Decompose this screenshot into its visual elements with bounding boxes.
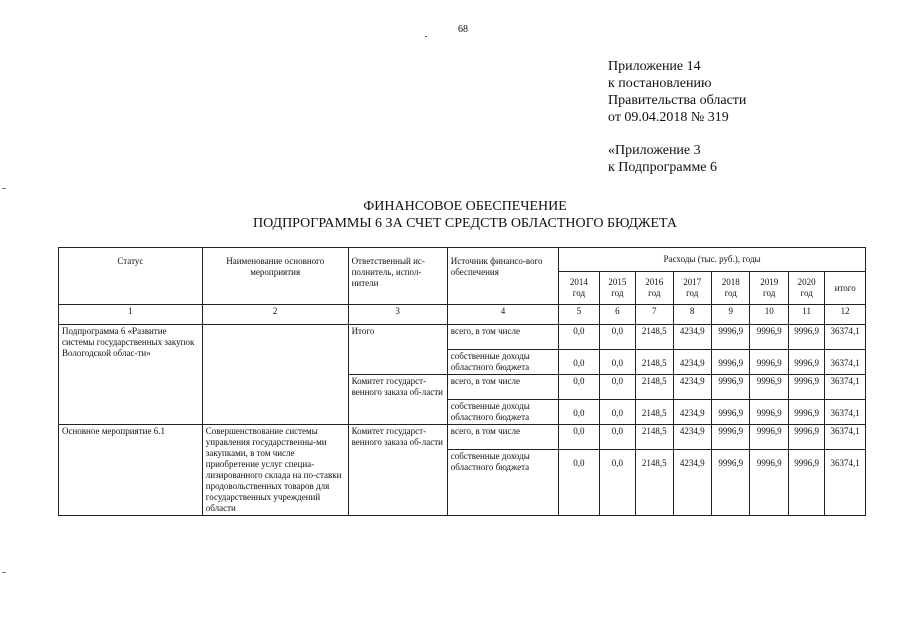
column-number: 12 [825,305,866,325]
year-number: 2017 [683,277,702,287]
scan-speck [425,36,427,37]
column-number: 10 [750,305,788,325]
column-number: 7 [636,305,673,325]
source-cell: всего, в том числе [447,325,558,350]
value-cell: 0,0 [559,375,599,400]
year-unit: год [763,288,776,298]
source-cell: собственные доходы областного бюджета [447,350,558,375]
year-number: 2014 [569,277,588,287]
value-cell: 9996,9 [788,400,824,425]
header-row [59,248,866,272]
value-cell: 0,0 [599,325,635,350]
value-cell: 0,0 [599,425,635,450]
header-year [673,272,711,305]
header-year [711,272,749,305]
column-number: 1 [59,305,203,325]
appendix-line: к постановлению [608,76,712,91]
value-cell: 2148,5 [636,375,673,400]
value-cell: 2148,5 [636,325,673,350]
value-cell: 0,0 [559,325,599,350]
year-number: 2015 [608,277,627,287]
value-cell: 2148,5 [636,425,673,450]
header-year [559,272,599,305]
value-cell: 9996,9 [750,450,788,516]
executor-cell: Итого [348,325,447,375]
financing-table [58,247,866,516]
value-cell: 4234,9 [673,450,711,516]
header-source: Источник финансо-вого обеспечения [447,248,558,305]
year-number: 2016 [645,277,664,287]
source-cell: всего, в том числе [447,425,558,450]
header-year [750,272,788,305]
page-number: 68 [458,24,468,35]
executor-cell: Комитет государст-венного заказа об-ласти [348,425,447,516]
year-number: 2020 [797,277,816,287]
sub-appendix-line: «Приложение 3 [608,143,701,158]
measure-cell: Совершенствование системы управления государственны-ми закупками, в том числе приобретение услуг специа-лизированного склада на по-ставки продовольственных товаров для государственных учреждений области [202,425,348,516]
appendix-line: от 09.04.2018 № 319 [608,110,729,125]
year-unit: год [686,288,699,298]
value-cell: 9996,9 [788,450,824,516]
value-cell: 9996,9 [711,400,749,425]
header-year [788,272,824,305]
source-cell: собственные доходы областного бюджета [447,400,558,425]
column-number: 5 [559,305,599,325]
value-cell: 0,0 [599,375,635,400]
value-cell: 9996,9 [788,325,824,350]
document-title [150,198,780,232]
value-cell: 9996,9 [750,325,788,350]
sub-appendix-line: к Подпрограмме 6 [608,160,718,175]
appendix-block [608,58,746,126]
header-executor: Ответственный ис-полнитель, испол-нители [348,248,447,305]
value-cell: 36374,1 [825,350,866,375]
source-cell: собственные доходы областного бюджета [447,450,558,516]
value-cell: 9996,9 [750,375,788,400]
value-cell: 9996,9 [750,425,788,450]
value-cell: 4234,9 [673,325,711,350]
header-year [599,272,635,305]
column-number: 4 [447,305,558,325]
column-number: 3 [348,305,447,325]
measure-cell [202,325,348,425]
table-row [59,425,866,450]
year-unit: год [611,288,624,298]
header-status: Статус [59,248,203,305]
sub-appendix-block [608,142,717,176]
value-cell: 0,0 [559,450,599,516]
column-number: 2 [202,305,348,325]
value-cell: 9996,9 [788,350,824,375]
value-cell: 0,0 [559,400,599,425]
year-unit: год [724,288,737,298]
column-number: 9 [711,305,749,325]
header-measure: Наименование основного мероприятия [202,248,348,305]
value-cell: 9996,9 [711,325,749,350]
value-cell: 9996,9 [711,450,749,516]
value-cell: 36374,1 [825,400,866,425]
column-number: 11 [788,305,824,325]
year-number: 2019 [760,277,779,287]
value-cell: 4234,9 [673,375,711,400]
appendix-line: Приложение 14 [608,59,701,74]
value-cell: 9996,9 [711,350,749,375]
column-number-row [59,305,866,325]
appendix-line: Правительства области [608,93,747,108]
column-number: 6 [599,305,635,325]
title-line: ПОДПРОГРАММЫ 6 ЗА СЧЕТ СРЕДСТВ ОБЛАСТНОГО БЮДЖЕТА [253,216,677,231]
year-unit: год [800,288,813,298]
value-cell: 0,0 [599,350,635,375]
status-cell: Подпрограмма 6 «Развитие системы государственных закупок Вологодской облас-ти» [59,325,203,425]
year-number: 2018 [721,277,740,287]
value-cell: 36374,1 [825,425,866,450]
value-cell: 9996,9 [788,375,824,400]
executor-cell: Комитет государст-венного заказа об-ласти [348,375,447,425]
column-number: 8 [673,305,711,325]
value-cell: 4234,9 [673,425,711,450]
header-total: итого [825,272,866,305]
value-cell: 9996,9 [750,400,788,425]
value-cell: 4234,9 [673,400,711,425]
value-cell: 9996,9 [711,375,749,400]
value-cell: 0,0 [599,450,635,516]
header-year [636,272,673,305]
value-cell: 36374,1 [825,375,866,400]
year-unit: год [648,288,661,298]
header-expenses: Расходы (тыс. руб.), годы [559,248,866,272]
value-cell: 36374,1 [825,325,866,350]
title-line: ФИНАНСОВОЕ ОБЕСПЕЧЕНИЕ [363,199,567,214]
value-cell: 2148,5 [636,450,673,516]
value-cell: 2148,5 [636,400,673,425]
status-cell: Основное мероприятие 6.1 [59,425,203,516]
source-cell: всего, в том числе [447,375,558,400]
table-row [59,325,866,350]
value-cell: 36374,1 [825,450,866,516]
value-cell: 9996,9 [750,350,788,375]
value-cell: 0,0 [559,350,599,375]
value-cell: 2148,5 [636,350,673,375]
year-unit: год [572,288,586,298]
scan-mark [2,572,6,573]
value-cell: 9996,9 [711,425,749,450]
scan-mark [2,188,6,189]
value-cell: 0,0 [559,425,599,450]
value-cell: 0,0 [599,400,635,425]
value-cell: 9996,9 [788,425,824,450]
value-cell: 4234,9 [673,350,711,375]
